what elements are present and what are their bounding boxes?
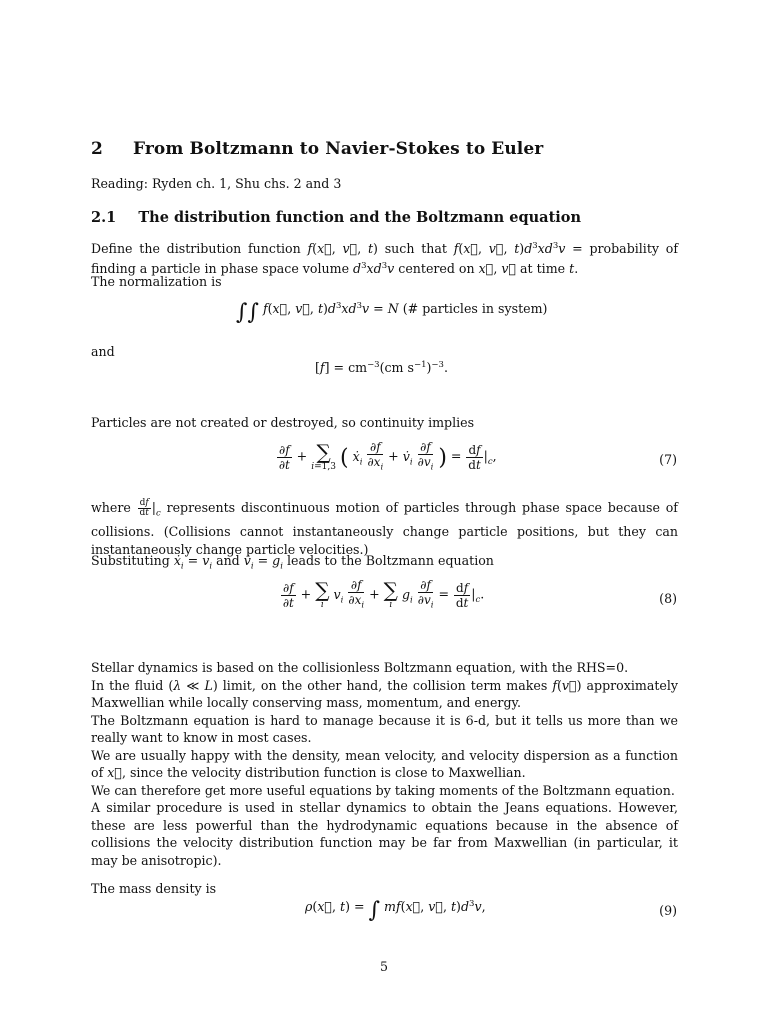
equation-7-number: (7) <box>659 452 677 467</box>
reading-note: Reading: Ryden ch. 1, Shu chs. 2 and 3 <box>91 176 342 191</box>
substituting-paragraph: Substituting ẋ$_i$ = $v_i$ and $v̇_i = g_i$ leads to the Boltzmann equation <box>91 553 494 572</box>
and-text: and <box>91 344 115 359</box>
where-paragraph: where $\frac{df}{dt}$ $|_c$ represents discontinuous motion of particles through phase space because of collisions. (Collisions cannot instantaneously change particle positions, but they can instantaneously change particle velocities.) <box>91 498 678 557</box>
equation-9-number: (9) <box>659 903 677 918</box>
section-title: From Boltzmann to Navier-Stokes to Euler <box>133 139 544 159</box>
equation-8: $\frac{\partial f}{\partial t}$ + ∑ i $v_i$ $\frac{\partial f}{\partial x_i}$ + ∑ i $g_i$ $\frac{\partial f}{\partial v_i}$ = $\frac{df}{dt}$ $|_c$. <box>282 578 485 611</box>
equation-9: ρ(x⃗, t) = ∫ mf(x⃗, v⃗, $t)d^3v$, <box>305 898 486 923</box>
equation-7: $\frac{\partial f}{\partial t}$ + ∑ i=1,3 ( ẋ$_i$ $\frac{\partial f}{\partial x_i}$ + $v̇_i$ $\frac{\partial f}{\partial v_i}$ ) = $\frac{df}{dt}$ $|_c$, <box>278 440 497 473</box>
subsection-title: The distribution function and the Boltzmann equation <box>138 209 581 226</box>
page-number: 5 <box>379 959 388 974</box>
section-heading <box>91 139 543 159</box>
stellar-paragraph: Stellar dynamics is based on the collisionless Boltzmann equation, with the RHS=0. In the fluid (λ ≪ L) limit, on the other hand, the collision term makes f(v⃗) approximately Maxwellian while locally conserving mass, momentum, and energy. The Boltzmann equation is hard to manage because it is 6-d, but it tells us more than we really want to know in most cases. We are usually happy with the density, mean velocity, and velocity dispersion as a function of x⃗, since the velocity distribution function is close to Maxwellian. We can therefore get more useful equations by taking moments of the Boltzmann equation. A similar procedure is used in stellar dynamics to obtain the Jeans equations. However, these are less powerful than the hydrodynamic equations because in the absence of collisions the velocity distribution function may be far from Maxwellian (in particular, it may be anisotropic). <box>91 660 679 868</box>
units-equation: $[f] = cm^{-3}(cm$ $s^{-1})^{-3}$. <box>315 360 448 376</box>
subsection-number: 2.1 <box>91 209 117 226</box>
subsection-heading <box>91 209 581 226</box>
section-number: 2 <box>91 139 103 159</box>
equation-8-number: (8) <box>659 591 677 606</box>
mass-density-text: The mass density is <box>91 881 217 896</box>
normalization-equation: ∫∫ f(x⃗, v⃗, $t)d^3xd^3v = N$ (# particles in system) <box>236 300 548 325</box>
definition-paragraph: Define the distribution function f(x⃗, v⃗, t) such that f(x⃗, v⃗, $t)d^3xd^3v$ = probability of finding a particle in phase space volume $d^3xd^3v$ centered on x⃗, v⃗ at time t. <box>91 241 679 276</box>
continuity-text: Particles are not created or destroyed, so continuity implies <box>91 415 475 430</box>
normalization-text: The normalization is <box>91 274 222 289</box>
